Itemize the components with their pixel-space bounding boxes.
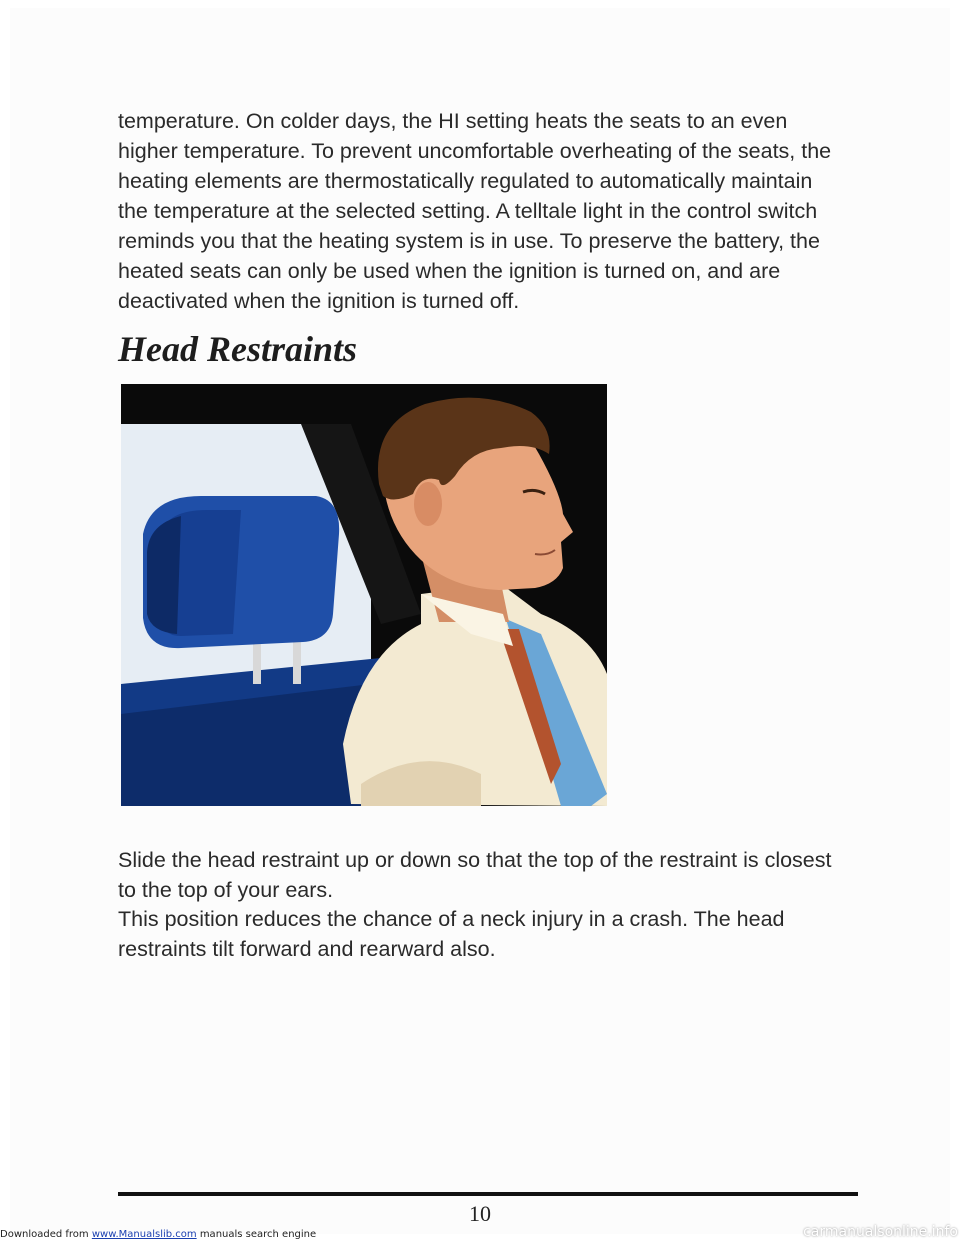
footer-prefix: Downloaded from	[0, 1229, 92, 1240]
restraint-safety-paragraph: This position reduces the chance of a neck injury in a crash. The head restraints tilt forward and rearward also.	[118, 907, 785, 961]
head-restraint-illustration	[121, 384, 607, 806]
ear	[414, 482, 442, 526]
restraint-adjust-paragraph: Slide the head restraint up or down so that the top of the restraint is closest to the top of your ears.	[118, 848, 832, 902]
intro-paragraph: temperature. On colder days, the HI setting heats the seats to an even higher temperature. To prevent uncomfortable overheating of the seats, the heating elements are thermostatically regulated to automatically maintain the temperature at the selected setting. A telltale light in the control switch reminds you that the heating system is in use. To preserve the battery, the heated seats can only be used when the ignition is turned on, and are deactivated when the ignition is turned off.	[118, 109, 832, 313]
footer-suffix: manuals search engine	[196, 1229, 317, 1240]
footer-rule	[118, 1192, 858, 1196]
page-number: 10	[469, 1201, 491, 1226]
section-heading: Head Restraints	[118, 329, 358, 369]
manualslib-link[interactable]: www.Manualslib.com	[91, 1229, 197, 1240]
watermark-text: carmanualsonline.info	[803, 1224, 958, 1240]
download-footer	[0, 1229, 316, 1240]
